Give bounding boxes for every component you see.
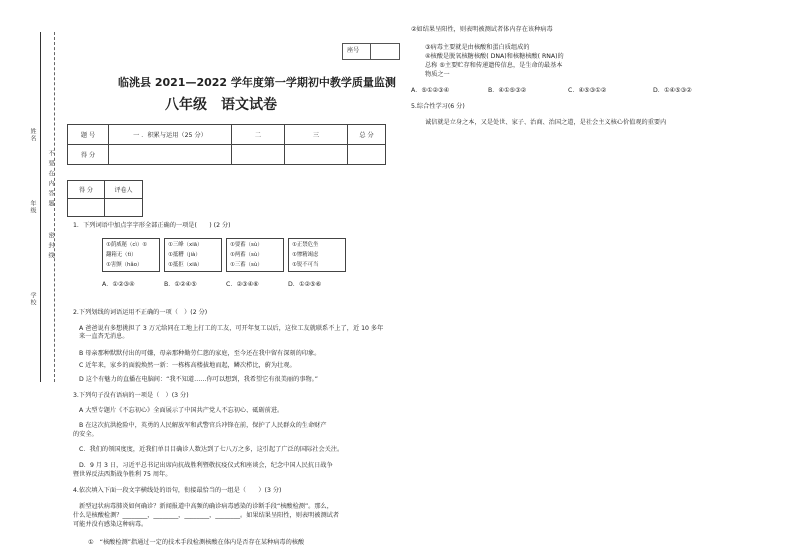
side-label-feng: 封 [47,242,54,249]
q2-option-d[interactable]: D 这个有魅力的直播在电脑间：“我不知道……你可以想到，我希望它有很美丽的事物。” [79,376,318,383]
q4-item-2: ②如结果呈阳性，则表明被测试者体内存在该种病毒 [411,26,553,33]
q1-box-a-line2: 翻箱无（tì） [106,252,137,258]
q4-paragraph-line3: 可能并没有感染这种病毒。 [73,521,148,528]
q4-answer-d[interactable]: D．①④⑤③② [653,87,692,94]
side-label-zai: 在 [47,170,54,177]
q1-box-a [102,238,160,272]
side-label-school: 学校 [29,292,36,306]
score-header-no: 题 号 [68,125,109,145]
q4-stem: 4.依次填入下面一段文字横线处的语句，衔接最恰当的一组是（ ）(3 分) [73,487,282,494]
q4-answer-c[interactable]: C．④⑤③①② [568,87,607,94]
q4-item-5: 总称 ⑤主要贮存和传递遗传信息，是生命的最基本 [425,62,563,69]
q4-item-3: ③病毒主要就是由核酸和蛋白质组成的 [425,44,530,51]
side-label-nei: 内 [47,180,54,187]
q4-item-5-cont: 物质之一 [425,71,450,78]
q4-paragraph-line1: 新型冠状病毒肺炎如何确诊？新闻报道中高频的确诊病毒感染的诊断手段“核酸检测”。那么， [79,503,333,510]
q3-option-b-line1[interactable]: B 在这次抗洪抢险中，英勇的人民解放军和武警官兵冲锋在前，保护了人民群众的生命财产 [79,422,327,429]
q2-option-a[interactable]: A 爸爸说有多想挑担了 3 万元给同在工地上打工的工友，可开年复工以后，这位工友就联系不上了，近 10 多年来一直杳无消息。 [79,325,384,340]
exam-subtitle: 八年级 语文试卷 [165,97,277,113]
q1-answer-d[interactable]: D．①②⑤⑥ [288,281,322,288]
q1-box-c-line3: ①三蓄（sù） [230,262,263,268]
q1-box-d [288,238,346,272]
q4-answer-b[interactable]: B．④①⑤③② [488,87,527,94]
seal-dashed-line [54,32,55,382]
seat-label: 座号 [347,47,360,54]
side-label-xian: 线 [47,252,54,259]
q4-paragraph-line2: 什么是核酸检测？________，________，________，________。如果结果呈阳性，则表明被测试者 [73,512,340,519]
side-label-yao: 要 [47,160,54,167]
q2-option-b[interactable]: B 母亲那种默默付出的可嫌，母亲那种勤劳仁慈的家庭，至今还在我中留有深刻的印象。 [79,350,321,357]
binding-line [40,32,41,382]
q4-answer-a[interactable]: A．⑤①②③④ [411,87,450,94]
q1-box-b-line3: ①抵拒（xiā） [168,262,203,268]
q3-option-c[interactable]: C．我们的领国度度，近我们单目目确诊人数达到了七八万之多，这引起了广泛的国际社会关注。 [79,446,344,453]
side-label-grade: 年级 [29,200,36,214]
seat-number-box [342,43,400,60]
q2-stem: 2.下列划线的词语运用不正确的一项（ ）(2 分) [73,309,208,316]
q1-answer-b[interactable]: B．①②④⑤ [164,281,197,288]
q3-option-d-line1[interactable]: D．9 月 3 日，习近平总书记出席向抗战胜利暨敬抗疫仪式和座谈会，纪念中国人民抗日战争 [79,462,333,469]
q1-box-b-line1: ①三峰（xiā） [168,242,203,248]
q1-box-d-line1: ①正禁危坐 [292,242,319,248]
q1-box-c-line1: ①要蓄（sù） [230,242,263,248]
q1-box-b-line2: ①抵糟（jià） [168,252,201,258]
q5-text: 诚信就是立身之本，又是处世、家子、治商、治国之道，是社会主义核心价值观的重要内 [425,119,667,126]
score-header-part3: 三 [285,125,348,145]
grader-name-cell[interactable] [105,199,143,217]
grader-table [67,180,143,217]
score-cell-3[interactable] [285,145,348,165]
q3-option-d-line2: 暨世界反法西斯战争胜利 75 周年。 [73,471,172,478]
score-cell-total[interactable] [348,145,386,165]
side-label-name: 姓名 [29,128,36,142]
q5-stem: 5.综合性学习(6 分) [411,103,465,110]
exam-title: 临洮县 2021—2022 学年度第一学期初中教学质量监测 [118,76,396,89]
side-label-da: 答 [47,190,54,197]
q1-box-d-line2: ①惨精竭虑 [292,252,319,258]
side-label-ti: 题 [47,200,54,207]
side-label-bu: 不 [47,150,54,157]
q3-option-b-line2: 的安全。 [73,431,98,438]
side-label-mi: 密 [47,232,54,239]
score-table [67,124,386,165]
q1-box-d-line3: ①锐不可当 [292,262,319,268]
grader-score-cell[interactable] [68,199,105,217]
q1-stem: 1．下列词语中加点字字形全部正确的一项是( ) (2 分) [73,222,231,229]
score-cell-2[interactable] [232,145,285,165]
q3-stem: 3.下列句子没有语病的一项是（ ）(3 分) [73,392,189,399]
grader-score-label: 得 分 [68,181,105,199]
score-cell-1[interactable] [109,145,232,165]
q1-box-b [164,238,222,272]
q1-box-c [226,238,284,272]
q1-box-a-line1: ①荫威秘（cì）① [106,242,148,248]
score-header-total: 总 分 [348,125,386,145]
score-header-part1: 一 ．积累与运用（25 分） [109,125,232,145]
q1-answer-c[interactable]: C．②③④⑥ [226,281,259,288]
q4-item-1: ① “核酸检测”指通过一定的技术手段检测核酸在体内是否存在某种病毒的核酸 [88,539,305,546]
grader-name-label: 评卷人 [105,181,143,199]
q4-item-4: ④核酸是脱氧核糖核酸( DNA)和核糖核酸( RNA)的 [425,53,564,60]
q1-box-c-line2: ①两蓄（sù） [230,252,263,258]
score-row-label: 得 分 [68,145,109,165]
q1-answer-a[interactable]: A．①②③④ [102,281,135,288]
score-header-part2: 二 [232,125,285,145]
q1-box-a-line3: ①害颤（hǎo） [106,262,143,268]
q2-option-c[interactable]: C 近年来，家乡的面貌焕然一新：一栋栋高楼拔地而起，鳞次栉比，蔚为壮观。 [79,362,296,369]
q3-option-a[interactable]: A 大型专题片《不忘初心》全面展示了中国共产党人不忘初心、砥砺前进。 [79,407,284,414]
